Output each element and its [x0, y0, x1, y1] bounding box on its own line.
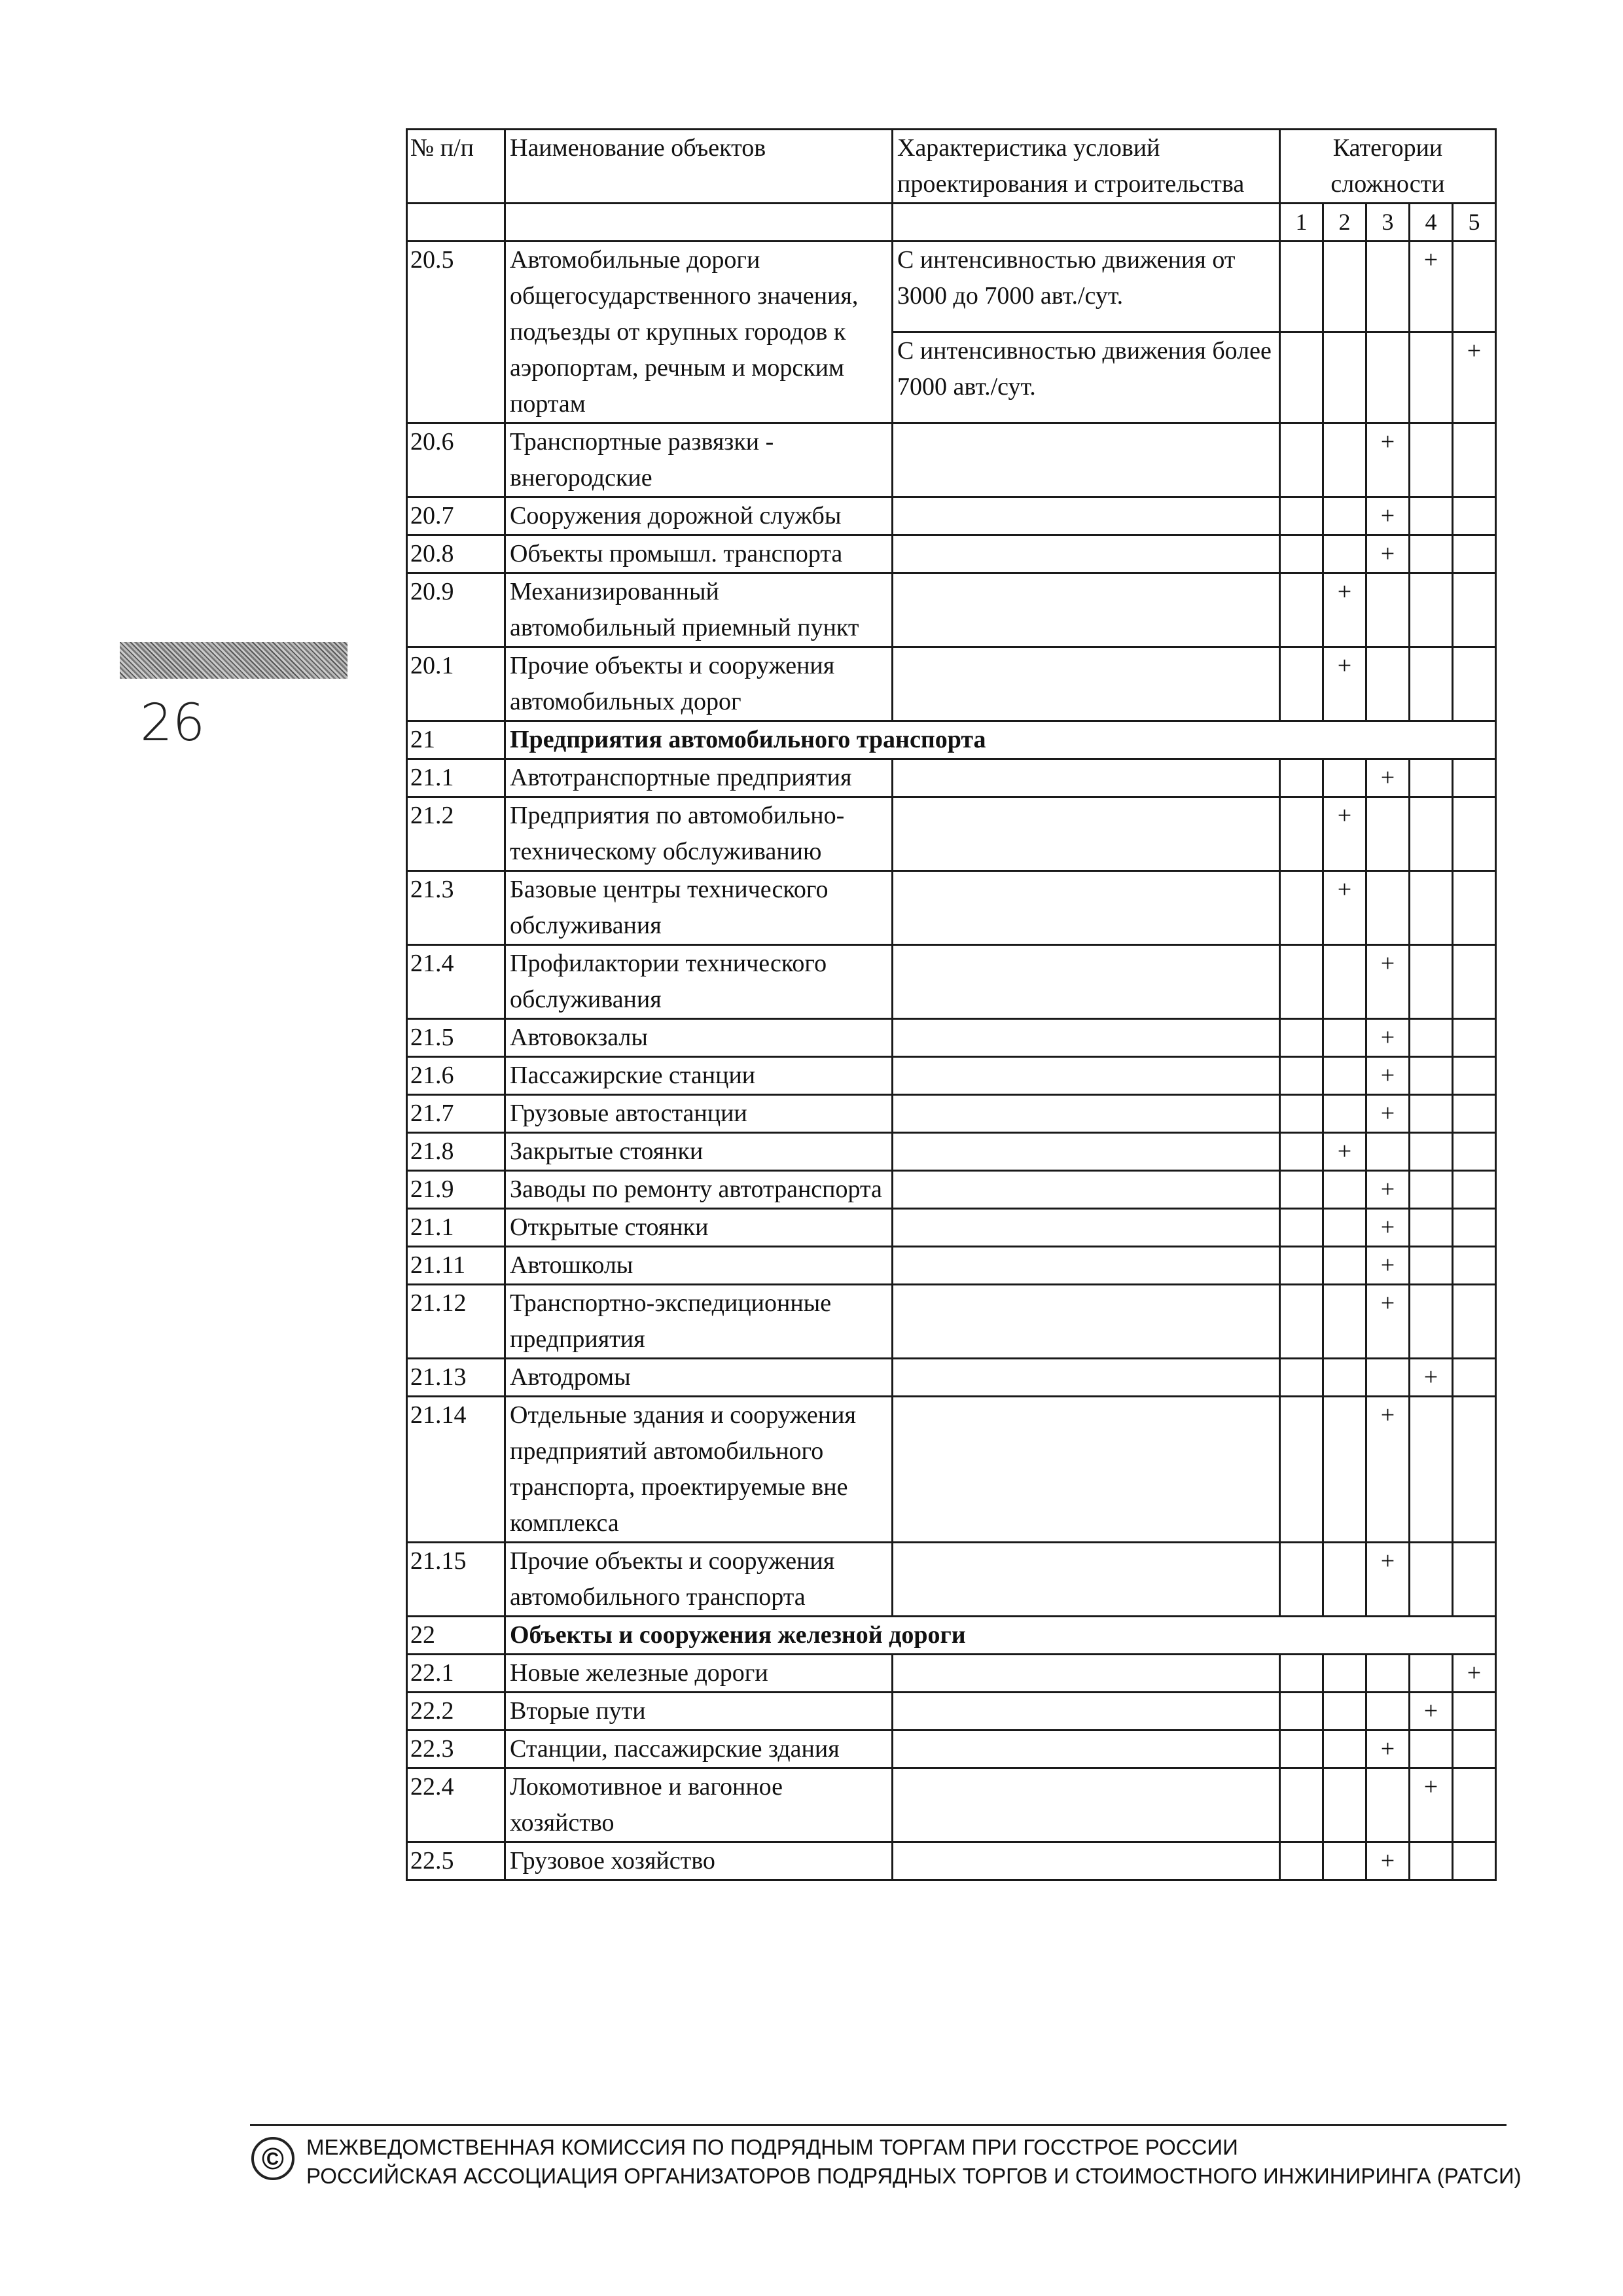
category-mark: [1410, 759, 1453, 797]
table-row: [407, 573, 1496, 647]
category-mark: +: [1323, 797, 1366, 871]
category-mark: [1323, 1731, 1366, 1768]
row-characteristic: [893, 1171, 1280, 1209]
category-mark: [1453, 759, 1496, 797]
category-mark: [1280, 1095, 1323, 1133]
header-blank: [407, 204, 505, 242]
category-mark: [1280, 1133, 1323, 1171]
row-characteristic: [893, 1693, 1280, 1731]
category-mark: [1366, 647, 1410, 721]
category-mark: +: [1410, 242, 1453, 332]
category-mark: +: [1453, 1655, 1496, 1693]
row-name: Грузовые автостанции: [505, 1095, 893, 1133]
category-mark: [1453, 945, 1496, 1019]
category-mark: [1453, 1397, 1496, 1543]
category-mark: [1410, 871, 1453, 945]
row-name: Автовокзалы: [505, 1019, 893, 1057]
category-mark: [1453, 1693, 1496, 1731]
category-mark: [1410, 497, 1453, 535]
table-row: [407, 497, 1496, 535]
category-mark: +: [1410, 1693, 1453, 1731]
row-characteristic: [893, 1397, 1280, 1543]
category-mark: [1280, 1285, 1323, 1359]
category-mark: [1453, 797, 1496, 871]
category-mark: [1410, 573, 1453, 647]
table-row: [407, 1209, 1496, 1247]
category-mark: [1410, 797, 1453, 871]
category-mark: [1410, 535, 1453, 573]
row-name: Предприятия по автомобильно-техническому обслуживанию: [505, 797, 893, 871]
table-row: [407, 945, 1496, 1019]
category-mark: [1280, 1057, 1323, 1095]
row-number: 21.13: [407, 1359, 505, 1397]
category-mark: [1410, 423, 1453, 497]
header-num: № п/п: [407, 130, 505, 204]
section-number: 21: [407, 721, 505, 759]
category-mark: [1366, 573, 1410, 647]
row-number: 21.1: [407, 1209, 505, 1247]
category-mark: +: [1366, 1397, 1410, 1543]
category-mark: [1280, 759, 1323, 797]
table-row: [407, 1057, 1496, 1095]
header-category: Категории сложности: [1280, 130, 1496, 204]
category-mark: [1323, 535, 1366, 573]
row-characteristic: [893, 1247, 1280, 1285]
category-mark: [1410, 1095, 1453, 1133]
row-characteristic: [893, 1842, 1280, 1880]
category-mark: [1280, 1655, 1323, 1693]
category-mark: [1323, 1397, 1366, 1543]
row-number: 22.3: [407, 1731, 505, 1768]
row-number: 21.5: [407, 1019, 505, 1057]
header-blank: [505, 204, 893, 242]
category-number: 5: [1453, 204, 1496, 242]
header-subrow: [407, 204, 1496, 242]
complexity-table: [406, 128, 1497, 1881]
table-row: [407, 759, 1496, 797]
category-mark: [1410, 1171, 1453, 1209]
row-number: 20.8: [407, 535, 505, 573]
category-mark: [1410, 1209, 1453, 1247]
row-name: Вторые пути: [505, 1693, 893, 1731]
row-characteristic: [893, 573, 1280, 647]
row-characteristic: [893, 945, 1280, 1019]
table-row: [407, 1768, 1496, 1842]
category-mark: +: [1366, 1171, 1410, 1209]
table-row: [407, 1133, 1496, 1171]
category-mark: [1453, 871, 1496, 945]
category-mark: +: [1323, 573, 1366, 647]
category-mark: +: [1366, 535, 1410, 573]
category-mark: [1280, 1731, 1323, 1768]
row-characteristic: [893, 1133, 1280, 1171]
category-mark: [1410, 1057, 1453, 1095]
row-number: 20.7: [407, 497, 505, 535]
category-mark: [1453, 535, 1496, 573]
row-name: Станции, пассажирские здания: [505, 1731, 893, 1768]
table-row: [407, 1359, 1496, 1397]
category-mark: +: [1366, 1057, 1410, 1095]
table-row: [407, 1693, 1496, 1731]
section-title: Объекты и сооружения железной дороги: [505, 1617, 1496, 1655]
category-mark: [1453, 423, 1496, 497]
row-number: 21.7: [407, 1095, 505, 1133]
category-mark: [1323, 423, 1366, 497]
category-mark: [1410, 1397, 1453, 1543]
row-characteristic: [893, 1655, 1280, 1693]
category-mark: [1323, 1359, 1366, 1397]
category-mark: [1280, 535, 1323, 573]
row-number: 20.6: [407, 423, 505, 497]
table-row: [407, 1842, 1496, 1880]
category-mark: [1280, 1693, 1323, 1731]
row-name: Сооружения дорожной службы: [505, 497, 893, 535]
row-characteristic: [893, 1095, 1280, 1133]
category-mark: [1453, 1171, 1496, 1209]
row-number: 21.14: [407, 1397, 505, 1543]
row-name: Базовые центры технического обслуживания: [505, 871, 893, 945]
row-name: Механизированный автомобильный приемный пункт: [505, 573, 893, 647]
category-mark: +: [1323, 1133, 1366, 1171]
category-mark: [1280, 242, 1323, 332]
category-mark: [1280, 1247, 1323, 1285]
row-characteristic: [893, 1731, 1280, 1768]
table-row: [407, 1397, 1496, 1543]
row-number: 21.3: [407, 871, 505, 945]
row-number: 22.2: [407, 1693, 505, 1731]
table-row: [407, 1543, 1496, 1617]
category-mark: [1323, 1209, 1366, 1247]
table-row: [407, 242, 1496, 332]
row-number: 20.1: [407, 647, 505, 721]
category-mark: [1410, 1247, 1453, 1285]
category-mark: [1366, 242, 1410, 332]
header-name: Наименование объектов: [505, 130, 893, 204]
row-number: 20.5: [407, 242, 505, 423]
row-number: 22.1: [407, 1655, 505, 1693]
category-mark: [1280, 871, 1323, 945]
row-characteristic: С интенсивностью движения более 7000 авт./сут.: [893, 332, 1280, 423]
category-mark: [1280, 1171, 1323, 1209]
table-row: [407, 1247, 1496, 1285]
category-mark: +: [1366, 1095, 1410, 1133]
table-row: [407, 1731, 1496, 1768]
row-name: Грузовое хозяйство: [505, 1842, 893, 1880]
category-mark: [1323, 1171, 1366, 1209]
row-number: 21.12: [407, 1285, 505, 1359]
row-characteristic: [893, 497, 1280, 535]
row-characteristic: [893, 423, 1280, 497]
category-mark: [1453, 1057, 1496, 1095]
category-mark: +: [1366, 497, 1410, 535]
row-name: Открытые стоянки: [505, 1209, 893, 1247]
category-mark: [1280, 1019, 1323, 1057]
row-characteristic: [893, 1285, 1280, 1359]
table-row: [407, 647, 1496, 721]
row-characteristic: [893, 1019, 1280, 1057]
category-mark: +: [1366, 1209, 1410, 1247]
category-mark: [1453, 1209, 1496, 1247]
page-number: 26: [140, 694, 205, 753]
category-mark: [1280, 1397, 1323, 1543]
row-characteristic: [893, 1209, 1280, 1247]
category-mark: [1280, 332, 1323, 423]
copyright-icon: ©: [251, 2137, 294, 2180]
row-name: Прочие объекты и сооружения автомобильного транспорта: [505, 1543, 893, 1617]
category-mark: [1453, 242, 1496, 332]
row-name: Автотранспортные предприятия: [505, 759, 893, 797]
category-mark: [1453, 573, 1496, 647]
category-mark: [1366, 1768, 1410, 1842]
category-mark: [1323, 759, 1366, 797]
row-characteristic: [893, 871, 1280, 945]
header-row: [407, 130, 1496, 204]
category-mark: [1323, 242, 1366, 332]
table-row: [407, 871, 1496, 945]
category-mark: [1410, 1133, 1453, 1171]
category-mark: [1280, 1359, 1323, 1397]
category-mark: [1366, 797, 1410, 871]
row-name: Автошколы: [505, 1247, 893, 1285]
category-mark: [1453, 1285, 1496, 1359]
category-mark: [1323, 332, 1366, 423]
category-number: 3: [1366, 204, 1410, 242]
category-mark: +: [1410, 1359, 1453, 1397]
row-name: Объекты промышл. транспорта: [505, 535, 893, 573]
row-name: Автомобильные дороги общегосударственного значения, подъезды от крупных городов к аэропортам, речным и морским портам: [505, 242, 893, 423]
row-name: Транспортно-экспедиционные предприятия: [505, 1285, 893, 1359]
footer-divider: [250, 2124, 1507, 2126]
row-name: Прочие объекты и сооружения автомобильных дорог: [505, 647, 893, 721]
category-mark: [1410, 1019, 1453, 1057]
category-mark: [1453, 1768, 1496, 1842]
category-mark: [1280, 423, 1323, 497]
row-name: Заводы по ремонту автотранспорта: [505, 1171, 893, 1209]
row-characteristic: [893, 1359, 1280, 1397]
table-row: [407, 1285, 1496, 1359]
category-mark: [1410, 945, 1453, 1019]
table-row: [407, 1095, 1496, 1133]
row-number: 21.2: [407, 797, 505, 871]
category-mark: [1280, 1768, 1323, 1842]
category-mark: +: [1366, 1019, 1410, 1057]
row-number: 22.4: [407, 1768, 505, 1842]
row-name: Транспортные развязки - внегородские: [505, 423, 893, 497]
category-mark: [1366, 1133, 1410, 1171]
category-mark: +: [1366, 1285, 1410, 1359]
category-mark: [1410, 1655, 1453, 1693]
row-number: 21.15: [407, 1543, 505, 1617]
category-mark: [1280, 573, 1323, 647]
header-blank: [893, 204, 1280, 242]
row-name: Отдельные здания и сооружения предприятий автомобильного транспорта, проектируемые вне комплекса: [505, 1397, 893, 1543]
category-mark: [1323, 1655, 1366, 1693]
category-mark: +: [1410, 1768, 1453, 1842]
footer-line-1: МЕЖВЕДОМСТВЕННАЯ КОМИССИЯ ПО ПОДРЯДНЫМ ТОРГАМ ПРИ ГОССТРОЕ РОССИИ: [306, 2135, 1238, 2159]
row-name: Автодромы: [505, 1359, 893, 1397]
category-number: 2: [1323, 204, 1366, 242]
category-mark: [1366, 332, 1410, 423]
category-mark: [1323, 1693, 1366, 1731]
category-number: 4: [1410, 204, 1453, 242]
row-number: 21.9: [407, 1171, 505, 1209]
row-number: 21.1: [407, 759, 505, 797]
category-mark: [1323, 1543, 1366, 1617]
row-name: Локомотивное и вагонное хозяйство: [505, 1768, 893, 1842]
row-name: Пассажирские станции: [505, 1057, 893, 1095]
category-mark: [1410, 1285, 1453, 1359]
section-number: 22: [407, 1617, 505, 1655]
table-row: [407, 1655, 1496, 1693]
category-mark: [1366, 1359, 1410, 1397]
section-title: Предприятия автомобильного транспорта: [505, 721, 1496, 759]
row-characteristic: [893, 1543, 1280, 1617]
category-mark: [1410, 647, 1453, 721]
row-characteristic: [893, 1768, 1280, 1842]
category-number: 1: [1280, 204, 1323, 242]
category-mark: [1453, 647, 1496, 721]
table-row: [407, 535, 1496, 573]
row-name: Закрытые стоянки: [505, 1133, 893, 1171]
category-mark: +: [1366, 759, 1410, 797]
category-mark: [1453, 1133, 1496, 1171]
category-mark: [1280, 945, 1323, 1019]
category-mark: +: [1366, 945, 1410, 1019]
category-mark: [1323, 1285, 1366, 1359]
row-number: 21.6: [407, 1057, 505, 1095]
category-mark: +: [1323, 647, 1366, 721]
section-row: [407, 1617, 1496, 1655]
row-characteristic: [893, 535, 1280, 573]
category-mark: [1410, 1731, 1453, 1768]
table-row: [407, 423, 1496, 497]
category-mark: [1366, 1655, 1410, 1693]
category-mark: [1453, 1543, 1496, 1617]
category-mark: [1453, 1359, 1496, 1397]
row-name: Новые железные дороги: [505, 1655, 893, 1693]
category-mark: [1366, 1693, 1410, 1731]
category-mark: [1280, 1842, 1323, 1880]
category-mark: [1366, 871, 1410, 945]
category-mark: [1280, 1209, 1323, 1247]
row-characteristic: [893, 797, 1280, 871]
category-mark: [1280, 497, 1323, 535]
category-mark: [1410, 1543, 1453, 1617]
category-mark: [1453, 1247, 1496, 1285]
row-characteristic: [893, 759, 1280, 797]
category-mark: +: [1453, 332, 1496, 423]
category-mark: [1453, 1095, 1496, 1133]
section-row: [407, 721, 1496, 759]
table-row: [407, 1019, 1496, 1057]
category-mark: [1453, 497, 1496, 535]
category-mark: [1323, 1247, 1366, 1285]
category-mark: [1280, 647, 1323, 721]
category-mark: [1280, 1543, 1323, 1617]
category-mark: [1280, 797, 1323, 871]
category-mark: +: [1366, 1543, 1410, 1617]
category-mark: [1323, 945, 1366, 1019]
category-mark: +: [1366, 1842, 1410, 1880]
table-row: [407, 1171, 1496, 1209]
footer-line-2: РОССИЙСКАЯ АССОЦИАЦИЯ ОРГАНИЗАТОРОВ ПОДРЯДНЫХ ТОРГОВ И СТОИМОСТНОГО ИНЖИНИРИНГА (РАТСИ): [306, 2164, 1522, 2188]
category-mark: [1453, 1019, 1496, 1057]
category-mark: [1323, 1842, 1366, 1880]
category-mark: [1323, 1019, 1366, 1057]
row-number: 21.11: [407, 1247, 505, 1285]
category-mark: [1323, 1768, 1366, 1842]
table-row: [407, 797, 1496, 871]
category-mark: [1453, 1842, 1496, 1880]
row-name: Профилактории технического обслуживания: [505, 945, 893, 1019]
row-characteristic: [893, 647, 1280, 721]
row-characteristic: [893, 1057, 1280, 1095]
category-mark: [1323, 497, 1366, 535]
header-char: Характеристика условий проектирования и строительства: [893, 130, 1280, 204]
category-mark: [1410, 332, 1453, 423]
category-mark: +: [1366, 423, 1410, 497]
page-number-bar: [120, 642, 348, 679]
row-number: 22.5: [407, 1842, 505, 1880]
row-characteristic: С интенсивностью движения от 3000 до 7000 авт./сут.: [893, 242, 1280, 332]
row-number: 21.4: [407, 945, 505, 1019]
category-mark: [1453, 1731, 1496, 1768]
row-number: 20.9: [407, 573, 505, 647]
category-mark: +: [1366, 1731, 1410, 1768]
category-mark: [1323, 1095, 1366, 1133]
category-mark: +: [1366, 1247, 1410, 1285]
category-mark: [1410, 1842, 1453, 1880]
row-number: 21.8: [407, 1133, 505, 1171]
category-mark: +: [1323, 871, 1366, 945]
category-mark: [1323, 1057, 1366, 1095]
